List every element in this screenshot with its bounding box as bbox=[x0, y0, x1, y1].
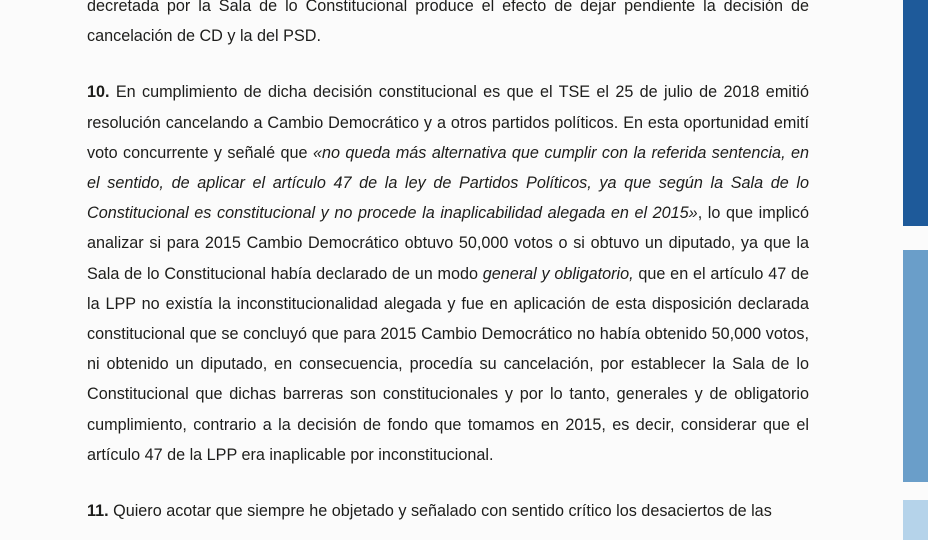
paragraph-number: 10. bbox=[87, 83, 110, 102]
paragraph-10 bbox=[87, 77, 809, 470]
paragraph-text: decretada por la Sala de lo Constitucional produce el efecto de dejar pendiente la decisión de cancelación de CD y la del PSD. bbox=[87, 0, 809, 46]
paragraph-text: que en el artículo 47 de la LPP no existía la inconstitucionalidad alegada y fue en aplicación de esta disposición declarada constitucional que se concluyó que para 2015 Cambio Democrático no había obtenido 50,000 votos, ni obtenido un diputado, en consecuencia, procedía su cancelación, por establecer la Sala de lo Constitucional que dichas barreras son constitucionales y por lo tanto, generales y de obligatorio cumplimiento, contrario a la decisión de fondo que tomamos en 2015, es decir, considerar que el artículo 47 de la LPP era inaplicable por inconstitucional. bbox=[87, 264, 809, 464]
section-tab-light bbox=[903, 500, 928, 540]
side-section-tabs bbox=[903, 0, 928, 540]
document-body bbox=[87, 0, 809, 526]
emphasized-text: general y obligatorio, bbox=[482, 264, 634, 283]
paragraph-text: En cumplimiento de dicha decisión constitucional es que el TSE el 25 de julio de 2018 emitió resolución cancelando a Cambio Democrático y a otros partidos políticos. En esta oportunidad emití voto concurrente y señalé que bbox=[87, 83, 809, 162]
paragraph-text: Quiero acotar que siempre he objetado y señalado con sentido crítico los desaciertos de las bbox=[108, 502, 772, 521]
paragraph-text: , lo que implicó analizar si para 2015 Cambio Democrático obtuvo 50,000 votos o si obtuvo un diputado, ya que la Sala de lo Constitucional había declarado de un modo bbox=[87, 204, 809, 283]
paragraph-11 bbox=[87, 496, 809, 526]
section-tab-medium bbox=[903, 250, 928, 482]
section-tab-dark bbox=[903, 0, 928, 226]
quoted-opinion: «no queda más alternativa que cumplir con la referida sentencia, en el sentido, de aplicar el artículo 47 de la ley de Partidos Políticos, ya que según la Sala de lo Constitucional es constitucional y no procede la inaplicabilidad alegada en el 2015» bbox=[87, 143, 809, 223]
paragraph-number: 11. bbox=[87, 502, 109, 521]
paragraph-9-continuation bbox=[87, 0, 809, 51]
